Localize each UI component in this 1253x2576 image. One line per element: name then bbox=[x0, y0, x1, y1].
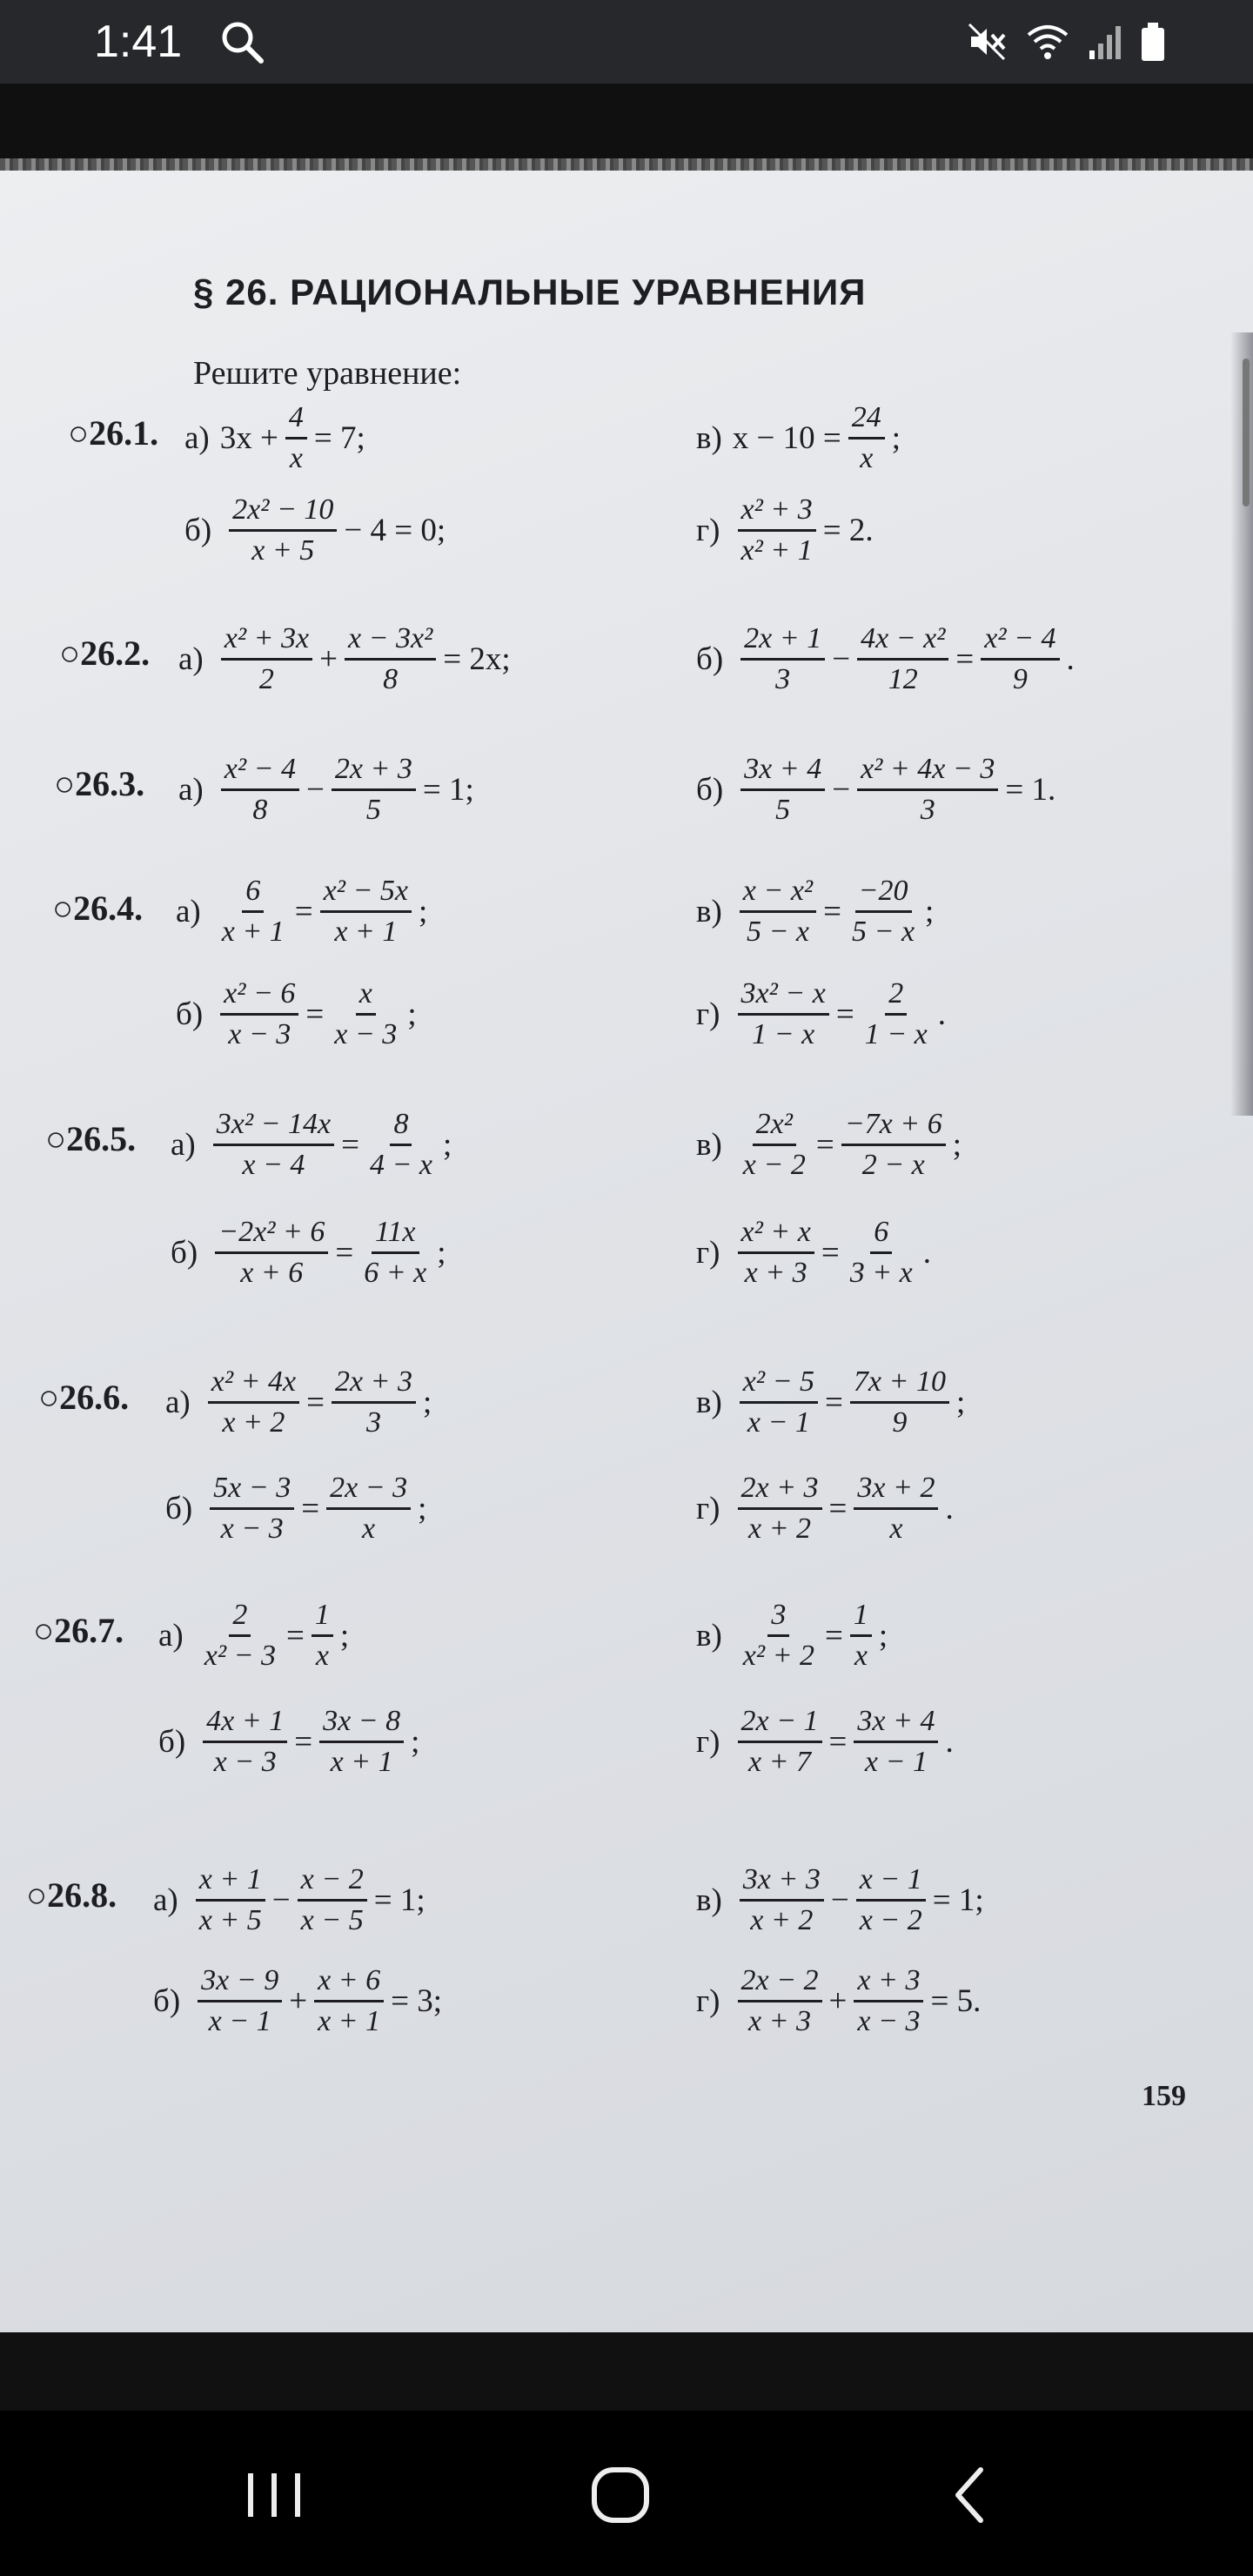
fraction bbox=[740, 874, 816, 949]
denominator: 3 bbox=[365, 1406, 381, 1439]
numerator: 1 bbox=[312, 1598, 333, 1637]
numerator: 2x − 1 bbox=[738, 1704, 822, 1743]
equation-item bbox=[178, 621, 511, 697]
fraction bbox=[285, 400, 307, 476]
equation-item bbox=[171, 1215, 446, 1291]
equation-text: = bbox=[335, 1234, 354, 1271]
equation-item bbox=[696, 1107, 962, 1183]
denominator: x − 1 bbox=[208, 2005, 271, 2037]
equation-item bbox=[696, 752, 1055, 828]
item-label: б) bbox=[158, 1723, 186, 1760]
status-bar bbox=[0, 0, 1253, 84]
equation-text: = bbox=[828, 1723, 848, 1760]
denominator: 3 bbox=[775, 663, 791, 695]
item-label: б) bbox=[184, 512, 212, 548]
denominator: x bbox=[860, 442, 874, 474]
equation-text: = bbox=[341, 1126, 359, 1163]
denominator: x + 2 bbox=[748, 1513, 812, 1545]
fraction bbox=[854, 1704, 938, 1780]
fraction bbox=[848, 400, 885, 476]
equation-text: . bbox=[1066, 641, 1075, 677]
fraction bbox=[319, 1704, 404, 1780]
equation-text: . bbox=[945, 1723, 954, 1760]
numerator: 3x − 9 bbox=[198, 1963, 282, 2002]
recent-apps-icon[interactable] bbox=[231, 2456, 318, 2534]
equation-text: = bbox=[285, 1617, 305, 1654]
denominator: x + 1 bbox=[318, 2005, 381, 2037]
equation-text: + bbox=[828, 1982, 848, 2019]
fraction bbox=[861, 976, 931, 1052]
equation-text: = 3; bbox=[391, 1982, 443, 2019]
numerator: 1 bbox=[850, 1598, 872, 1637]
equation-text: ; bbox=[925, 893, 935, 929]
equation-item bbox=[178, 752, 474, 828]
fraction bbox=[854, 1963, 923, 2039]
equation-item bbox=[696, 1215, 931, 1291]
denominator: 2 − x bbox=[861, 1149, 925, 1181]
status-icons bbox=[966, 19, 1166, 64]
equation-item bbox=[158, 1598, 349, 1674]
numerator: x² − 4 bbox=[221, 752, 299, 791]
equation-text: − bbox=[830, 1882, 849, 1918]
numerator: −20 bbox=[855, 874, 912, 913]
equation-text: ; bbox=[955, 1384, 966, 1420]
numerator: 3x + 4 bbox=[854, 1704, 938, 1743]
signal-icon bbox=[1088, 21, 1122, 63]
denominator: x − 3 bbox=[228, 1018, 291, 1050]
numerator: x² + 3 bbox=[738, 493, 816, 532]
equation-text: ; bbox=[423, 1384, 432, 1420]
equation-text: = bbox=[835, 996, 854, 1032]
numerator: 11x bbox=[372, 1215, 419, 1254]
fraction bbox=[857, 621, 948, 697]
numerator: 3x + 2 bbox=[854, 1471, 938, 1510]
equation-text: = bbox=[294, 893, 313, 929]
denominator: x + 5 bbox=[251, 534, 315, 567]
denominator: x + 2 bbox=[222, 1406, 285, 1439]
equation-text: = 5. bbox=[930, 1982, 982, 2019]
fraction bbox=[850, 1598, 872, 1674]
item-label: а) bbox=[171, 1126, 196, 1163]
fraction bbox=[320, 874, 412, 949]
equation-item bbox=[696, 1471, 954, 1546]
denominator: x − 3 bbox=[213, 1746, 277, 1778]
problem-number: ○26.2. bbox=[59, 634, 151, 673]
battery-icon bbox=[1140, 21, 1166, 63]
equation-text: = bbox=[825, 1384, 843, 1420]
denominator: 5 bbox=[365, 794, 381, 826]
fraction bbox=[738, 1963, 822, 2039]
equation-text: − bbox=[271, 1882, 291, 1918]
equation-text: = bbox=[821, 1234, 840, 1271]
equation-item bbox=[153, 1862, 425, 1938]
numerator: −7x + 6 bbox=[841, 1107, 946, 1146]
numerator: 2x² − 10 bbox=[229, 493, 337, 532]
equation-text: ; bbox=[411, 1723, 420, 1760]
equation-text: = bbox=[825, 1617, 843, 1654]
equation-text: = bbox=[823, 893, 841, 929]
equation-text: = 7; bbox=[313, 419, 365, 456]
numerator: 8 bbox=[390, 1107, 412, 1146]
fraction bbox=[221, 621, 312, 697]
numerator: x − 1 bbox=[856, 1862, 926, 1902]
mute-icon bbox=[966, 21, 1008, 63]
equation-text: ; bbox=[952, 1126, 962, 1163]
instruction-text: Решите уравнение: bbox=[193, 355, 462, 392]
equation-text: ; bbox=[418, 1490, 427, 1526]
equation-text: = 2x; bbox=[443, 641, 511, 677]
numerator: 6 bbox=[870, 1215, 892, 1254]
numerator: x − x² bbox=[740, 874, 816, 913]
equation-text: = 2. bbox=[822, 512, 874, 548]
equation-item bbox=[184, 493, 446, 568]
fraction bbox=[198, 1963, 282, 2039]
numerator: 3x² − 14x bbox=[213, 1107, 334, 1146]
fraction bbox=[332, 1365, 416, 1440]
wifi-icon bbox=[1025, 21, 1070, 63]
numerator: x − 2 bbox=[298, 1862, 367, 1902]
numerator: 4 bbox=[285, 400, 307, 439]
equation-text: + bbox=[319, 641, 338, 677]
equation-text: ; bbox=[443, 1126, 452, 1163]
equation-text: = 1; bbox=[932, 1882, 984, 1918]
fraction bbox=[740, 1365, 818, 1440]
numerator: 6 bbox=[242, 874, 264, 913]
numerator: 4x + 1 bbox=[203, 1704, 287, 1743]
numerator: x² + 4x − 3 bbox=[857, 752, 998, 791]
numerator: 2x² bbox=[753, 1107, 796, 1146]
fraction bbox=[360, 1215, 430, 1291]
page-shadow bbox=[1230, 332, 1253, 1116]
denominator: 5 − x bbox=[852, 916, 915, 948]
equation-item bbox=[696, 1704, 954, 1780]
denominator: x − 3 bbox=[220, 1513, 284, 1545]
numerator: 5x − 3 bbox=[210, 1471, 294, 1510]
equation-text: = bbox=[306, 1384, 325, 1420]
fraction bbox=[854, 1471, 938, 1546]
equation-item bbox=[696, 976, 946, 1052]
fraction bbox=[740, 1862, 824, 1938]
equation-text: = bbox=[305, 996, 325, 1032]
fraction bbox=[314, 1963, 384, 2039]
item-label: а) bbox=[153, 1882, 178, 1918]
denominator: x − 3 bbox=[857, 2005, 921, 2037]
scrollbar[interactable] bbox=[1243, 359, 1250, 506]
item-label: г) bbox=[696, 1723, 720, 1760]
equation-item bbox=[696, 621, 1075, 697]
denominator: x + 3 bbox=[748, 2005, 812, 2037]
fraction bbox=[326, 1471, 411, 1546]
denominator: 8 bbox=[383, 663, 399, 695]
fraction bbox=[220, 976, 298, 1052]
equation-item bbox=[696, 1598, 888, 1674]
item-label: а) bbox=[158, 1617, 184, 1654]
equation-text: . bbox=[922, 1234, 931, 1271]
numerator: 2x − 2 bbox=[738, 1963, 822, 2002]
denominator: x + 7 bbox=[748, 1746, 812, 1778]
equation-text: ; bbox=[878, 1617, 888, 1654]
equation-text: = 1; bbox=[422, 771, 474, 808]
numerator: 4x − x² bbox=[857, 621, 948, 661]
denominator: x − 4 bbox=[242, 1149, 305, 1181]
fraction bbox=[841, 1107, 946, 1183]
fraction bbox=[847, 1215, 916, 1291]
equation-text: 3x + bbox=[219, 419, 278, 456]
denominator: x − 1 bbox=[864, 1746, 928, 1778]
equation-item bbox=[696, 1365, 965, 1440]
fraction bbox=[738, 1471, 822, 1546]
fraction bbox=[208, 1365, 299, 1440]
denominator: x bbox=[362, 1513, 376, 1545]
equation-text: = bbox=[828, 1490, 848, 1526]
denominator: x + 6 bbox=[240, 1257, 304, 1289]
numerator: 3x − 8 bbox=[319, 1704, 404, 1743]
numerator: 3 bbox=[767, 1598, 789, 1637]
fraction bbox=[201, 1598, 279, 1674]
fraction bbox=[738, 1215, 814, 1291]
numerator: 2x + 3 bbox=[738, 1471, 822, 1510]
numerator: x bbox=[356, 976, 376, 1016]
numerator: 3x² − x bbox=[738, 976, 829, 1016]
page-number: 159 bbox=[1142, 2080, 1186, 2112]
fraction bbox=[298, 1862, 367, 1938]
denominator: x + 5 bbox=[198, 1904, 262, 1936]
denominator: 3 + x bbox=[849, 1257, 913, 1289]
numerator: 7x + 10 bbox=[850, 1365, 949, 1404]
fraction bbox=[196, 1862, 265, 1938]
problem-number: ○26.4. bbox=[52, 889, 144, 928]
denominator: x + 3 bbox=[744, 1257, 807, 1289]
denominator: 6 + x bbox=[364, 1257, 427, 1289]
item-label: а) bbox=[178, 771, 204, 808]
numerator: x² − 6 bbox=[220, 976, 298, 1016]
equation-text: = 1; bbox=[373, 1882, 425, 1918]
fraction bbox=[981, 621, 1059, 697]
equation-text: − bbox=[305, 771, 325, 808]
equation-item bbox=[696, 1862, 984, 1938]
fraction bbox=[210, 1471, 294, 1546]
denominator: x² + 2 bbox=[742, 1640, 815, 1672]
numerator: 2x + 1 bbox=[740, 621, 825, 661]
equation-text: . bbox=[937, 996, 946, 1032]
numerator: 24 bbox=[848, 400, 885, 439]
denominator: 2 bbox=[258, 663, 274, 695]
page-edge bbox=[0, 158, 1253, 171]
textbook-photo bbox=[0, 158, 1253, 2332]
equation-item bbox=[696, 874, 934, 949]
denominator: x² + 1 bbox=[740, 534, 813, 567]
page-title: § 26. РАЦИОНАЛЬНЫЕ УРАВНЕНИЯ bbox=[193, 272, 867, 312]
fraction bbox=[312, 1598, 333, 1674]
search-icon[interactable] bbox=[219, 19, 265, 64]
item-label: г) bbox=[696, 512, 720, 548]
denominator: x − 1 bbox=[747, 1406, 810, 1439]
equation-item bbox=[158, 1704, 419, 1780]
denominator: x + 1 bbox=[330, 1746, 393, 1778]
fraction bbox=[740, 621, 825, 697]
item-label: а) bbox=[178, 641, 204, 677]
home-icon[interactable] bbox=[577, 2456, 664, 2534]
item-label: а) bbox=[165, 1384, 191, 1420]
equation-text: = 1. bbox=[1005, 771, 1056, 808]
item-label: в) bbox=[696, 1617, 722, 1654]
denominator: 9 bbox=[1012, 663, 1028, 695]
equation-text: ; bbox=[407, 996, 417, 1032]
item-label: б) bbox=[696, 771, 724, 808]
numerator: x − 3x² bbox=[345, 621, 436, 661]
fraction bbox=[740, 1598, 818, 1674]
item-label: г) bbox=[696, 996, 720, 1032]
clock: 1:41 bbox=[94, 17, 183, 67]
equation-item bbox=[153, 1963, 442, 2039]
equation-text: ; bbox=[339, 1617, 350, 1654]
denominator: x + 1 bbox=[334, 916, 398, 948]
fraction bbox=[345, 621, 436, 697]
item-label: б) bbox=[176, 996, 204, 1032]
fraction bbox=[332, 752, 416, 828]
fraction bbox=[738, 493, 816, 568]
problem-number: ○26.7. bbox=[33, 1611, 124, 1650]
problem-number: ○26.8. bbox=[26, 1875, 117, 1915]
fraction bbox=[857, 752, 998, 828]
numerator: x + 3 bbox=[854, 1963, 923, 2002]
item-label: б) bbox=[165, 1490, 193, 1526]
numerator: x² + x bbox=[738, 1215, 814, 1254]
item-label: г) bbox=[696, 1490, 720, 1526]
equation-item bbox=[165, 1471, 426, 1546]
fraction bbox=[738, 976, 829, 1052]
fraction bbox=[331, 976, 400, 1052]
denominator: 4 − x bbox=[369, 1149, 432, 1181]
navigation-bar bbox=[0, 2411, 1253, 2576]
item-label: в) bbox=[696, 893, 722, 929]
item-label: а) bbox=[176, 893, 201, 929]
numerator: 2x + 3 bbox=[332, 752, 416, 791]
denominator: 1 − x bbox=[752, 1018, 815, 1050]
numerator: 3x + 4 bbox=[740, 752, 825, 791]
denominator: x − 3 bbox=[334, 1018, 398, 1050]
denominator: 9 bbox=[892, 1406, 908, 1439]
fraction bbox=[848, 874, 918, 949]
numerator: x² − 4 bbox=[981, 621, 1059, 661]
equation-text: − bbox=[832, 641, 851, 677]
numerator: 2 bbox=[885, 976, 907, 1016]
fraction bbox=[850, 1365, 949, 1440]
numerator: x + 1 bbox=[196, 1862, 265, 1902]
equation-text: = bbox=[955, 641, 975, 677]
item-label: г) bbox=[696, 1982, 720, 2019]
equation-item bbox=[165, 1365, 432, 1440]
back-icon[interactable] bbox=[927, 2456, 1014, 2534]
denominator: x bbox=[889, 1513, 903, 1545]
equation-item bbox=[176, 976, 417, 1052]
denominator: x − 2 bbox=[742, 1149, 806, 1181]
numerator: 2 bbox=[229, 1598, 251, 1637]
equation-item bbox=[171, 1107, 452, 1183]
equation-text: x − 10 = bbox=[732, 419, 841, 456]
denominator: 3 bbox=[920, 794, 935, 826]
denominator: x² − 3 bbox=[204, 1640, 276, 1672]
image-viewer-header bbox=[0, 84, 1253, 158]
equation-text: = bbox=[294, 1723, 313, 1760]
item-label: б) bbox=[696, 641, 724, 677]
numerator: x² − 5 bbox=[740, 1365, 818, 1404]
denominator: x − 2 bbox=[859, 1904, 922, 1936]
equation-item bbox=[176, 874, 427, 949]
denominator: x bbox=[854, 1640, 868, 1672]
denominator: 8 bbox=[252, 794, 268, 826]
equation-text: ; bbox=[891, 419, 901, 456]
fraction bbox=[213, 1107, 334, 1183]
problem-number: ○26.6. bbox=[38, 1378, 130, 1417]
numerator: x² − 5x bbox=[320, 874, 412, 913]
equation-text: . bbox=[945, 1490, 954, 1526]
fraction bbox=[740, 1107, 809, 1183]
equation-text: ; bbox=[419, 893, 428, 929]
problem-number: ○26.5. bbox=[45, 1119, 137, 1158]
image-viewer-footer bbox=[0, 2332, 1253, 2411]
equation-item bbox=[696, 493, 874, 568]
fraction bbox=[366, 1107, 436, 1183]
equation-item bbox=[184, 400, 365, 476]
denominator: 5 − x bbox=[746, 916, 809, 948]
denominator: 5 bbox=[775, 794, 791, 826]
item-label: г) bbox=[696, 1234, 720, 1271]
denominator: x + 1 bbox=[221, 916, 285, 948]
problem-number: ○26.3. bbox=[54, 764, 145, 803]
fraction bbox=[229, 493, 337, 568]
numerator: x + 6 bbox=[314, 1963, 384, 2002]
fraction bbox=[738, 1704, 822, 1780]
problem-number: ○26.1. bbox=[68, 413, 159, 453]
fraction bbox=[218, 874, 288, 949]
fraction bbox=[215, 1215, 328, 1291]
numerator: 2x − 3 bbox=[326, 1471, 411, 1510]
equation-text: = bbox=[301, 1490, 320, 1526]
numerator: −2x² + 6 bbox=[215, 1215, 328, 1254]
equation-text: ; bbox=[437, 1234, 446, 1271]
fraction bbox=[221, 752, 299, 828]
item-label: в) bbox=[696, 1384, 722, 1420]
numerator: 3x + 3 bbox=[740, 1862, 824, 1902]
denominator: 12 bbox=[888, 663, 918, 695]
item-label: в) bbox=[696, 419, 722, 456]
item-label: б) bbox=[171, 1234, 198, 1271]
equation-text: − bbox=[832, 771, 851, 808]
numerator: x² + 3x bbox=[221, 621, 312, 661]
numerator: 2x + 3 bbox=[332, 1365, 416, 1404]
equation-item bbox=[696, 400, 901, 476]
denominator: x − 5 bbox=[300, 1904, 364, 1936]
numerator: x² + 4x bbox=[208, 1365, 299, 1404]
denominator: 1 − x bbox=[864, 1018, 928, 1050]
denominator: x bbox=[315, 1640, 329, 1672]
denominator: x bbox=[289, 442, 303, 474]
fraction bbox=[856, 1862, 926, 1938]
item-label: в) bbox=[696, 1126, 722, 1163]
fraction bbox=[203, 1704, 287, 1780]
equation-item bbox=[696, 1963, 981, 2039]
item-label: в) bbox=[696, 1882, 722, 1918]
equation-text: − 4 = 0; bbox=[344, 512, 446, 548]
fraction bbox=[740, 752, 825, 828]
item-label: б) bbox=[153, 1982, 181, 2019]
equation-text: + bbox=[289, 1982, 308, 2019]
item-label: а) bbox=[184, 419, 210, 456]
equation-text: = bbox=[815, 1126, 834, 1163]
denominator: x + 2 bbox=[750, 1904, 814, 1936]
